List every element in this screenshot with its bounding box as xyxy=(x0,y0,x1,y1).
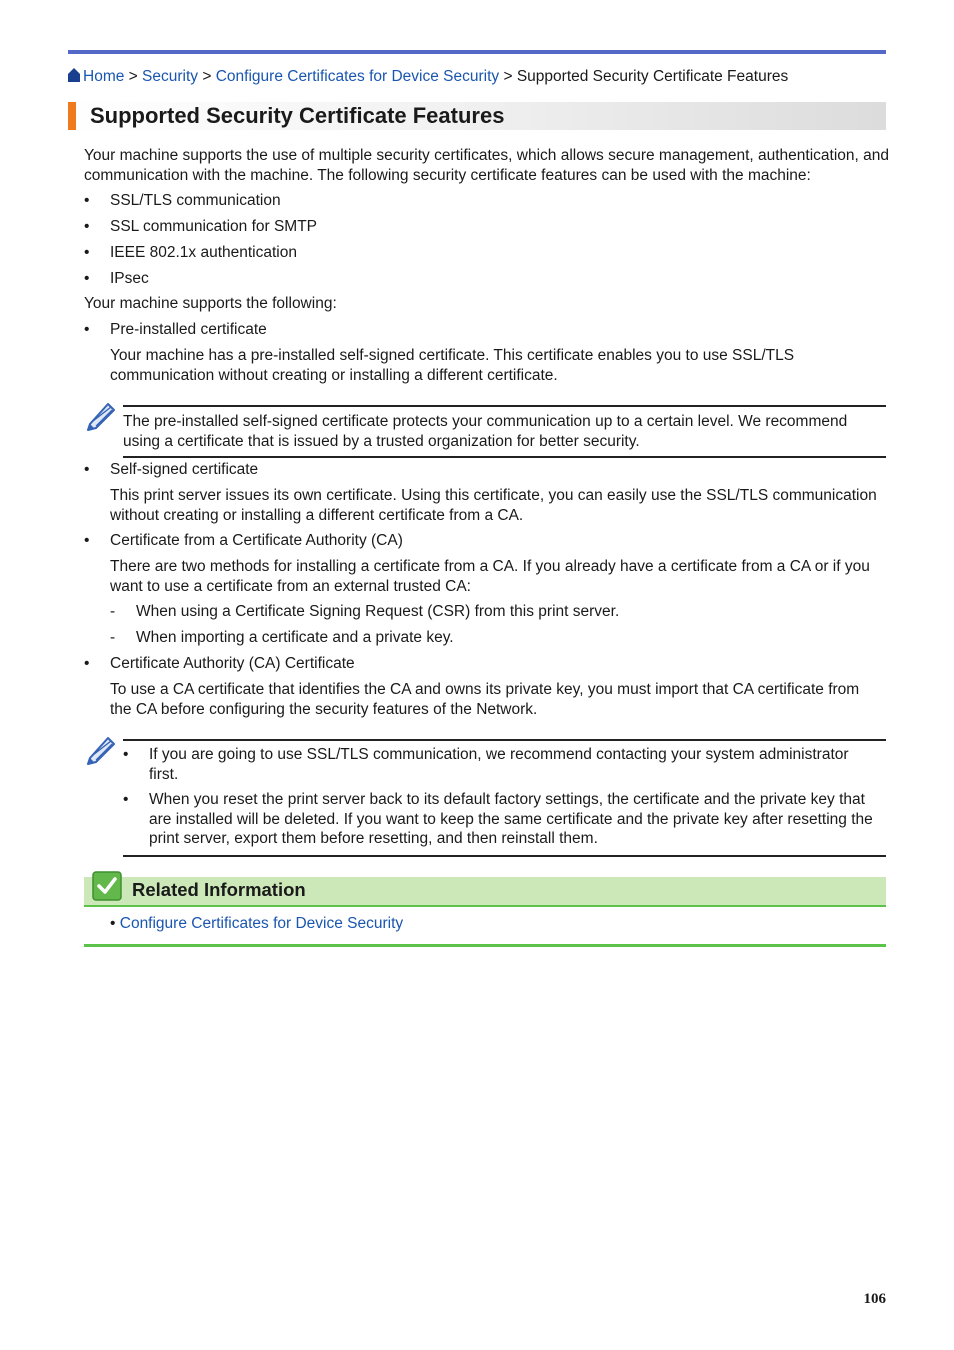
bullet: • xyxy=(123,746,129,763)
bullet: • xyxy=(84,461,90,478)
authority-label: Certificate Authority (CA) Certificate xyxy=(110,655,355,672)
feature-label: IEEE 802.1x authentication xyxy=(110,244,297,261)
note-box xyxy=(84,732,886,856)
list-item xyxy=(84,217,317,237)
ca-cert-label: Certificate from a Certificate Authority (CA) xyxy=(110,532,403,549)
selfsigned-label: Self-signed certificate xyxy=(110,461,259,478)
page-title: Supported Security Certificate Features xyxy=(90,103,505,128)
note-box xyxy=(84,398,886,458)
breadcrumb-current: Supported Security Certificate Features xyxy=(516,68,789,85)
authority-description: To use a CA certificate that identifies the CA and owns its private key, you must import that CA certificate from the CA before configuring the security features of the Network. xyxy=(110,681,860,718)
breadcrumb xyxy=(68,67,898,88)
method-label: When importing a certificate and a private key. xyxy=(136,629,454,646)
feature-label: SSL communication for SMTP xyxy=(110,218,318,235)
related-bottom-rule xyxy=(84,944,886,947)
breadcrumb-security[interactable]: Security xyxy=(142,68,199,85)
related-link-configure-certificates[interactable]: Configure Certificates for Device Security xyxy=(119,915,404,932)
dash: - xyxy=(110,629,116,646)
list-item xyxy=(84,531,403,551)
breadcrumb-configure-certificates[interactable]: Configure Certificates for Device Security xyxy=(215,68,500,85)
related-information-header xyxy=(84,877,886,907)
list-item xyxy=(84,191,281,211)
breadcrumb-separator: > xyxy=(128,68,138,85)
list-item xyxy=(84,269,149,289)
feature-label: IPsec xyxy=(110,270,149,287)
bullet: • xyxy=(110,915,116,932)
list-item xyxy=(84,460,258,480)
note-list-item xyxy=(123,745,878,784)
bullet: • xyxy=(84,655,90,672)
list-item xyxy=(110,628,454,648)
checkmark-icon xyxy=(92,871,122,907)
dash: - xyxy=(110,603,116,620)
bullet: • xyxy=(84,192,90,209)
ca-cert-description: There are two methods for installing a certificate from a CA. If you already have a certificate from a CA or if you want to use a certificate from an external trusted CA: xyxy=(110,558,870,595)
related-list-item xyxy=(110,914,403,934)
method-label: When using a Certificate Signing Request (CSR) from this print server. xyxy=(136,603,620,620)
bullet: • xyxy=(84,532,90,549)
breadcrumb-home[interactable]: Home xyxy=(83,68,125,85)
list-item xyxy=(84,320,267,340)
page-number: 106 xyxy=(863,1291,886,1307)
pencil-icon xyxy=(84,398,118,438)
home-icon[interactable] xyxy=(68,68,80,88)
page-title-bar xyxy=(68,102,886,130)
note-list-item xyxy=(123,790,878,849)
breadcrumb-separator: > xyxy=(202,68,212,85)
bullet: • xyxy=(84,321,90,338)
bullet: • xyxy=(123,791,129,808)
supports-paragraph: Your machine supports the following: xyxy=(84,295,337,312)
bullet: • xyxy=(84,244,90,261)
preinstalled-label: Pre-installed certificate xyxy=(110,321,267,338)
note-text: When you reset the print server back to its default factory settings, the certificate and the private key that are installed will be deleted. If you want to keep the same certificate and the private key after resetting the print server, export them before resetting, and then reinstall them. xyxy=(149,791,873,847)
note-text: If you are going to use SSL/TLS communication, we recommend contacting your system administrator first. xyxy=(149,746,849,783)
top-rule xyxy=(68,50,886,54)
list-item xyxy=(84,654,355,674)
related-information-title: Related Information xyxy=(132,879,306,900)
pencil-icon xyxy=(84,732,118,772)
title-accent xyxy=(68,102,76,130)
selfsigned-description: This print server issues its own certificate. Using this certificate, you can easily use the SSL/TLS communication without creating or installing a different certificate from a CA. xyxy=(110,487,877,524)
breadcrumb-separator: > xyxy=(503,68,513,85)
preinstalled-description: Your machine has a pre-installed self-signed certificate. This certificate enables you to use SSL/TLS communication without creating or installing a different certificate. xyxy=(110,347,795,384)
bullet: • xyxy=(84,218,90,235)
list-item xyxy=(110,602,619,622)
list-item xyxy=(84,243,297,263)
feature-label: SSL/TLS communication xyxy=(110,192,281,209)
intro-paragraph: Your machine supports the use of multiple security certificates, which allows secure management, authentication, and communication with the machine. The following security certificate features can be used with the machine: xyxy=(84,147,889,184)
bullet: • xyxy=(84,270,90,287)
note-text: The pre-installed self-signed certificate protects your communication up to a certain level. We recommend using a certificate that is issued by a trusted organization for better security. xyxy=(123,413,848,450)
